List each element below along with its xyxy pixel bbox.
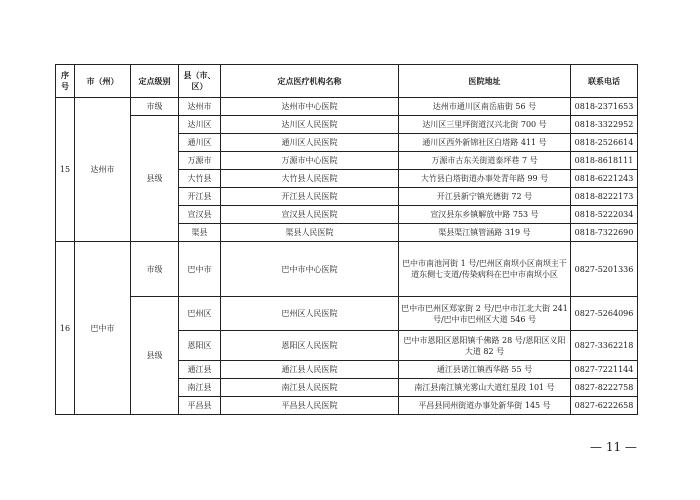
county-cell: 巴中市	[179, 242, 221, 297]
table-row	[56, 297, 638, 331]
hospital-name-cell: 巴州区人民医院	[221, 297, 399, 331]
hospital-table	[55, 64, 638, 415]
phone-cell: 0818-2526614	[571, 134, 638, 152]
county-cell: 通江县	[179, 361, 221, 379]
address-cell: 达川区三里坪街道汉兴北街 700 号	[399, 116, 571, 134]
hospital-name-cell: 渠县人民医院	[221, 224, 399, 242]
hospital-name-cell: 南江县人民医院	[221, 379, 399, 397]
county-cell: 恩阳区	[179, 331, 221, 361]
county-cell: 达川区	[179, 116, 221, 134]
phone-cell: 0818-3322952	[571, 116, 638, 134]
header-city: 市（州）	[75, 65, 131, 98]
header-seq: 序号	[56, 65, 75, 98]
county-cell: 大竹县	[179, 170, 221, 188]
address-cell: 达州市通川区南岳庙街 56 号	[399, 98, 571, 116]
phone-cell: 0818-2371653	[571, 98, 638, 116]
seq-cell: 15	[56, 98, 75, 242]
phone-cell: 0818-6221243	[571, 170, 638, 188]
level-cell: 市级	[131, 242, 179, 297]
header-address: 医院地址	[399, 65, 571, 98]
hospital-name-cell: 宣汉县人民医院	[221, 206, 399, 224]
address-cell: 通江县诺江镇西华路 55 号	[399, 361, 571, 379]
hospital-name-cell: 达州市中心医院	[221, 98, 399, 116]
hospital-name-cell: 大竹县人民医院	[221, 170, 399, 188]
seq-cell: 16	[56, 242, 75, 415]
address-cell: 巴中市巴州区郑家街 2 号/巴中市江北大街 241 号/巴中市巴州区大道 546 号	[399, 297, 571, 331]
address-cell: 通川区西外新锦社区白塔路 411 号	[399, 134, 571, 152]
phone-cell: 0827-5264096	[571, 297, 638, 331]
page-number: — 11 —	[590, 440, 637, 454]
phone-cell: 0818-5222034	[571, 206, 638, 224]
hospital-name-cell: 通川区人民医院	[221, 134, 399, 152]
table-row	[56, 98, 638, 116]
phone-cell: 0827-3362218	[571, 331, 638, 361]
address-cell: 大竹县白塔街道办事处青年路 99 号	[399, 170, 571, 188]
header-phone: 联系电话	[571, 65, 638, 98]
hospital-name-cell: 通江县人民医院	[221, 361, 399, 379]
table-row	[56, 242, 638, 297]
header-county: 县（市、区）	[179, 65, 221, 98]
address-cell: 万源市古东关街道泰坪巷 7 号	[399, 152, 571, 170]
level-cell: 县级	[131, 116, 179, 242]
county-cell: 平昌县	[179, 397, 221, 415]
phone-cell: 0827-6222658	[571, 397, 638, 415]
county-cell: 巴州区	[179, 297, 221, 331]
address-cell: 宣汉县东乡镇解放中路 753 号	[399, 206, 571, 224]
address-cell: 开江县新宁镇光德街 72 号	[399, 188, 571, 206]
phone-cell: 0827-7221144	[571, 361, 638, 379]
level-cell: 市级	[131, 98, 179, 116]
table-row	[56, 116, 638, 134]
county-cell: 渠县	[179, 224, 221, 242]
address-cell: 平昌县同州街道办事处新华街 145 号	[399, 397, 571, 415]
city-cell: 巴中市	[75, 242, 131, 415]
phone-cell: 0827-5201336	[571, 242, 638, 297]
address-cell: 南江县南江镇光雾山大道红星段 101 号	[399, 379, 571, 397]
hospital-name-cell: 万源市中心医院	[221, 152, 399, 170]
phone-cell: 0818-7322690	[571, 224, 638, 242]
phone-cell: 0818-8618111	[571, 152, 638, 170]
county-cell: 宣汉县	[179, 206, 221, 224]
header-name: 定点医疗机构名称	[221, 65, 399, 98]
address-cell: 渠县渠江镇管涵路 319 号	[399, 224, 571, 242]
county-cell: 达州市	[179, 98, 221, 116]
city-cell: 达州市	[75, 98, 131, 242]
level-cell: 县级	[131, 297, 179, 415]
address-cell: 巴中市恩阳区恩阳镇千佛路 28 号/恩阳区义阳大道 82 号	[399, 331, 571, 361]
county-cell: 开江县	[179, 188, 221, 206]
hospital-name-cell: 达川区人民医院	[221, 116, 399, 134]
phone-cell: 0827-8222758	[571, 379, 638, 397]
hospital-name-cell: 巴中市中心医院	[221, 242, 399, 297]
county-cell: 南江县	[179, 379, 221, 397]
hospital-name-cell: 开江县人民医院	[221, 188, 399, 206]
hospital-name-cell: 恩阳区人民医院	[221, 331, 399, 361]
county-cell: 通川区	[179, 134, 221, 152]
county-cell: 万源市	[179, 152, 221, 170]
phone-cell: 0818-8222173	[571, 188, 638, 206]
header-level: 定点级别	[131, 65, 179, 98]
address-cell: 巴中市南池河街 1 号/巴州区南坝小区南坝主干道东侧七支道/传染病科在巴中市南坝小区	[399, 242, 571, 297]
hospital-name-cell: 平昌县人民医院	[221, 397, 399, 415]
